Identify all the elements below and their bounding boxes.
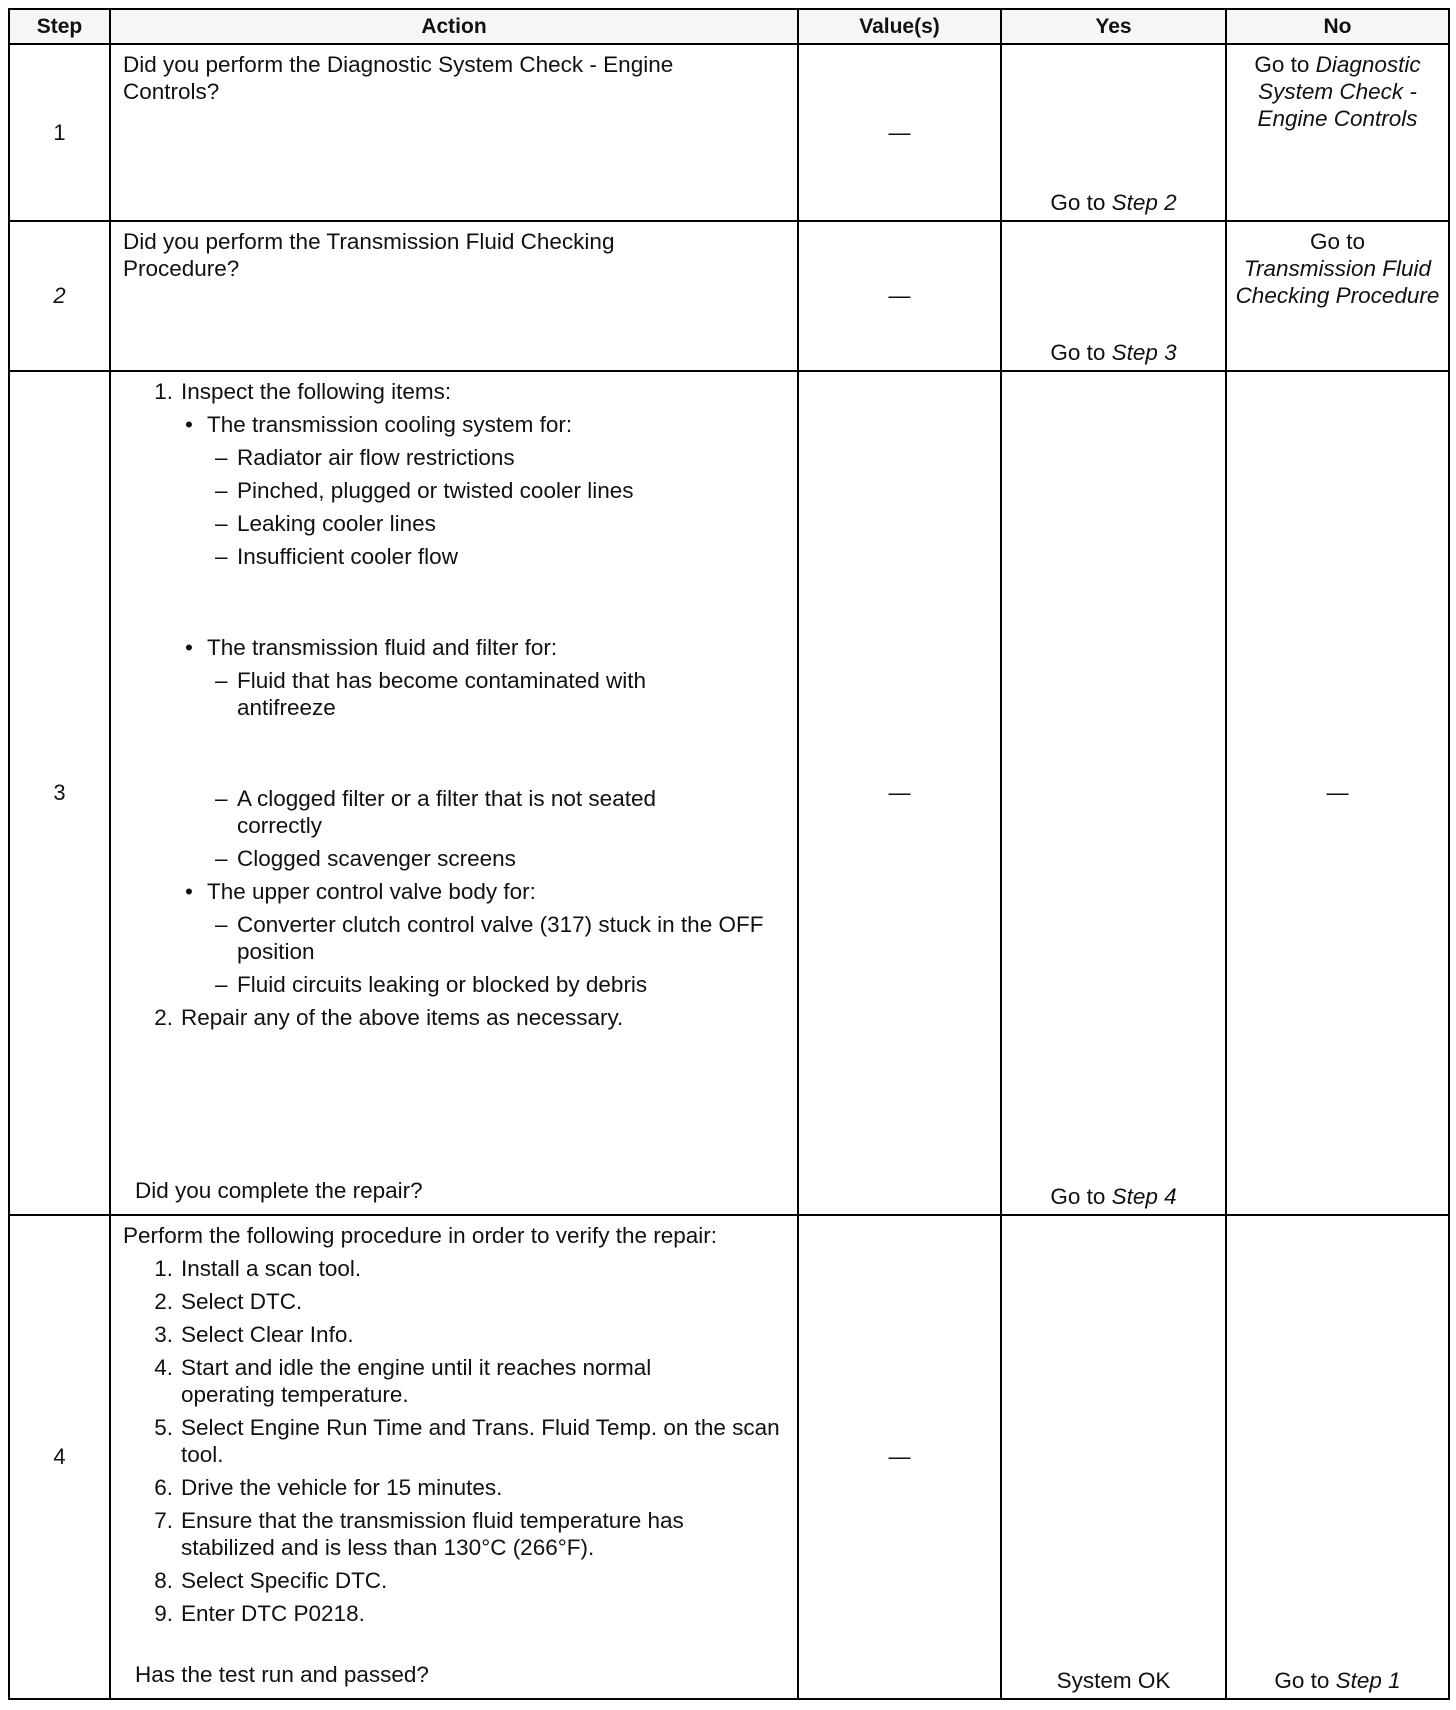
no-cell bbox=[1226, 44, 1449, 221]
list-item: 2. Repair any of the above items as necessary. bbox=[154, 1005, 624, 1030]
yes-text: System OK bbox=[1056, 1668, 1171, 1693]
list-item: 6. Drive the vehicle for 15 minutes. bbox=[154, 1475, 503, 1500]
sub-item: – Leaking cooler lines bbox=[215, 511, 436, 536]
action-cell bbox=[110, 44, 798, 221]
question-text: Has the test run and passed? bbox=[135, 1662, 429, 1687]
value-cell: — bbox=[798, 44, 1001, 221]
table-row bbox=[9, 1215, 1449, 1699]
bullet-item: • The upper control valve body for: bbox=[185, 879, 536, 904]
yes-link[interactable]: Step 4 bbox=[1111, 1184, 1177, 1209]
action-text: Did you perform the Transmission Fluid Checking Procedure? bbox=[123, 229, 615, 281]
bullet-item: • The transmission fluid and filter for: bbox=[185, 635, 558, 660]
action-cell bbox=[110, 371, 798, 1215]
no-prefix: Go to bbox=[1254, 52, 1316, 77]
sub-item: – Clogged scavenger screens bbox=[215, 846, 516, 871]
action-text: Did you perform the Diagnostic System Check - Engine Controls? bbox=[123, 52, 674, 104]
no-cell: — bbox=[1226, 371, 1449, 1215]
sub-item: – Fluid that has become contaminated with antifreeze bbox=[215, 668, 646, 720]
no-cell bbox=[1226, 221, 1449, 371]
yes-cell bbox=[1001, 1215, 1226, 1699]
sub-item: – Radiator air flow restrictions bbox=[215, 445, 515, 470]
no-link[interactable]: Diagnostic System Check - Engine Controls bbox=[1257, 52, 1421, 131]
step-number: 3 bbox=[9, 371, 110, 1215]
value-cell: — bbox=[798, 221, 1001, 371]
yes-prefix: Go to bbox=[1050, 340, 1112, 365]
yes-cell bbox=[1001, 221, 1226, 371]
list-item: 1. Install a scan tool. bbox=[154, 1256, 362, 1281]
header-yes: Yes bbox=[1001, 9, 1226, 44]
header-row bbox=[9, 9, 1449, 44]
header-values: Value(s) bbox=[798, 9, 1001, 44]
sub-item: – Converter clutch control valve (317) stuck in the OFF position bbox=[215, 912, 764, 964]
header-action: Action bbox=[110, 9, 798, 44]
list-item: 8. Select Specific DTC. bbox=[154, 1568, 388, 1593]
action-cell bbox=[110, 221, 798, 371]
no-cell bbox=[1226, 1215, 1449, 1699]
sub-item: – Insufficient cooler flow bbox=[215, 544, 458, 569]
list-item: 1. Inspect the following items: bbox=[154, 379, 452, 404]
table-row bbox=[9, 44, 1449, 221]
yes-link[interactable]: Step 3 bbox=[1111, 340, 1177, 365]
value-cell: — bbox=[798, 1215, 1001, 1699]
header-step: Step bbox=[9, 9, 110, 44]
no-link[interactable]: Step 1 bbox=[1335, 1668, 1401, 1693]
list-item: 4. Start and idle the engine until it reaches normal operating temperature. bbox=[154, 1355, 652, 1407]
yes-cell bbox=[1001, 44, 1226, 221]
list-item: 5. Select Engine Run Time and Trans. Fluid Temp. on the scan tool. bbox=[154, 1415, 780, 1467]
list-item: 2. Select DTC. bbox=[154, 1289, 303, 1314]
no-link[interactable]: Transmission Fluid Checking Procedure bbox=[1235, 256, 1440, 308]
bullet-item: • The transmission cooling system for: bbox=[185, 412, 573, 437]
sub-item: – A clogged filter or a filter that is not seated correctly bbox=[215, 786, 656, 838]
action-cell bbox=[110, 1215, 798, 1699]
yes-prefix: Go to bbox=[1050, 190, 1112, 215]
table-row bbox=[9, 221, 1449, 371]
step-number: 1 bbox=[9, 44, 110, 221]
value-cell: — bbox=[798, 371, 1001, 1215]
sub-item: – Fluid circuits leaking or blocked by debris bbox=[215, 972, 648, 997]
step-number: 4 bbox=[9, 1215, 110, 1699]
step-number: 2 bbox=[9, 221, 110, 371]
yes-cell bbox=[1001, 371, 1226, 1215]
header-no: No bbox=[1226, 9, 1449, 44]
no-prefix: Go to bbox=[1309, 229, 1366, 254]
table-row bbox=[9, 371, 1449, 1215]
yes-link[interactable]: Step 2 bbox=[1111, 190, 1177, 215]
yes-prefix: Go to bbox=[1050, 1184, 1112, 1209]
list-item: 9. Enter DTC P0218. bbox=[154, 1601, 365, 1626]
sub-item: – Pinched, plugged or twisted cooler lines bbox=[215, 478, 634, 503]
diagnostic-table bbox=[8, 8, 1450, 1700]
no-prefix: Go to bbox=[1274, 1668, 1336, 1693]
question-text: Did you complete the repair? bbox=[135, 1178, 423, 1203]
list-item: 3. Select Clear Info. bbox=[154, 1322, 354, 1347]
intro-text: Perform the following procedure in order to verify the repair: bbox=[123, 1223, 718, 1248]
list-item: 7. Ensure that the transmission fluid temperature has stabilized and is less than 130°C (266°F). bbox=[154, 1508, 684, 1560]
